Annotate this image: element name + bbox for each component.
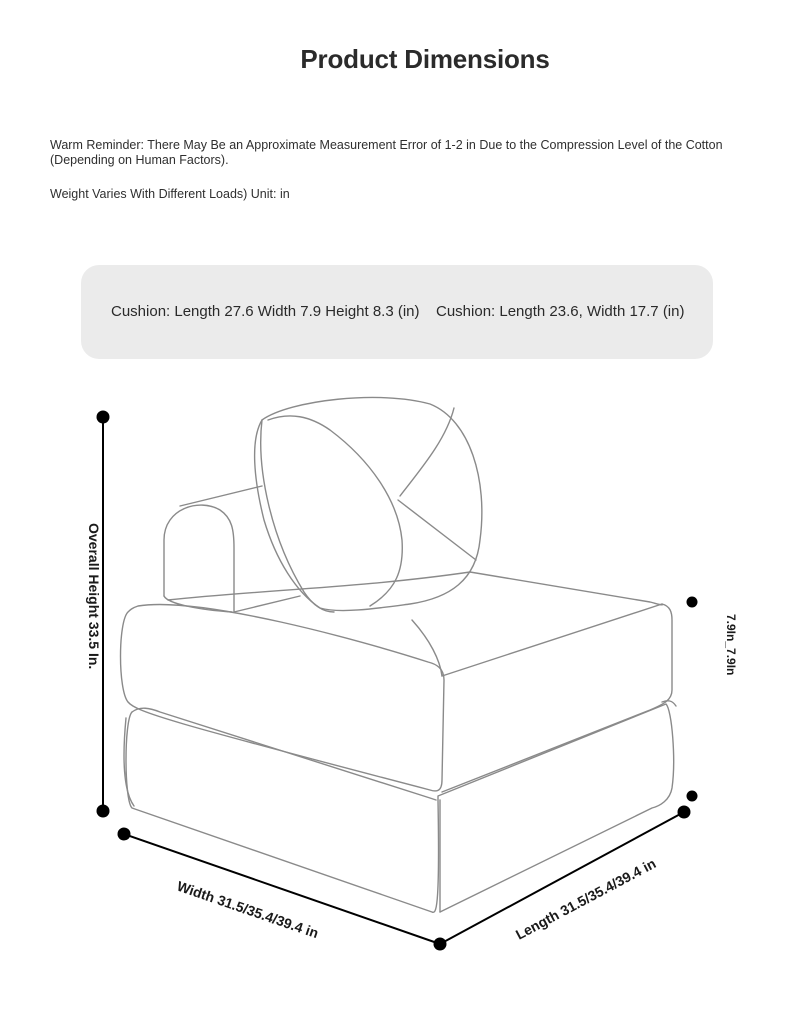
sofa-pillow-inner — [268, 416, 402, 606]
height-top-marker — [97, 411, 110, 424]
sofa-seat-top-surface — [442, 604, 672, 792]
weight-unit-note: Weight Varies With Different Loads) Unit: in — [50, 187, 290, 201]
side-height-top-marker — [687, 597, 698, 608]
overall-height-label: Overall Height 33.5 In. — [86, 523, 102, 670]
sofa-seat-back-edge — [168, 572, 662, 605]
length-label: Length 31.5/35.4/39.4 in — [512, 855, 659, 943]
height-dimension — [86, 411, 110, 818]
width-label: Width 31.5/35.4/39.4 in — [175, 877, 321, 942]
length-right-marker — [678, 806, 691, 819]
length-dimension — [440, 806, 691, 945]
side-height-dimension — [687, 597, 739, 802]
cushion-spec-1: Cushion: Length 27.6 Width 7.9 Height 8.3 (in) — [111, 303, 420, 320]
cushion-spec-2: Cushion: Length 23.6, Width 17.7 (in) — [436, 303, 685, 320]
warm-reminder-text: Warm Reminder: There May Be an Approximate Measurement Error of 1-2 in Due to the Compression Level of the Cotton (Depending on Human Factors). — [50, 138, 723, 167]
width-dimension — [118, 828, 447, 951]
side-height-bottom-marker — [687, 791, 698, 802]
sofa-pillow-edge — [261, 420, 334, 612]
sofa-armrest — [164, 486, 300, 612]
sofa-seat-crease — [412, 620, 442, 676]
side-height-label: 7.9In_7.9In — [724, 614, 738, 676]
sofa-top-cushion — [121, 605, 445, 791]
height-bottom-marker — [97, 805, 110, 818]
width-left-marker — [118, 828, 131, 841]
sofa-pillow-fold — [398, 408, 476, 560]
sofa-armrest-end — [164, 596, 232, 612]
sofa-back-pillow — [255, 397, 482, 610]
sofa-bottom-cushion — [126, 704, 674, 912]
sofa-illustration — [121, 397, 677, 912]
page-title: Product Dimensions — [300, 44, 550, 74]
